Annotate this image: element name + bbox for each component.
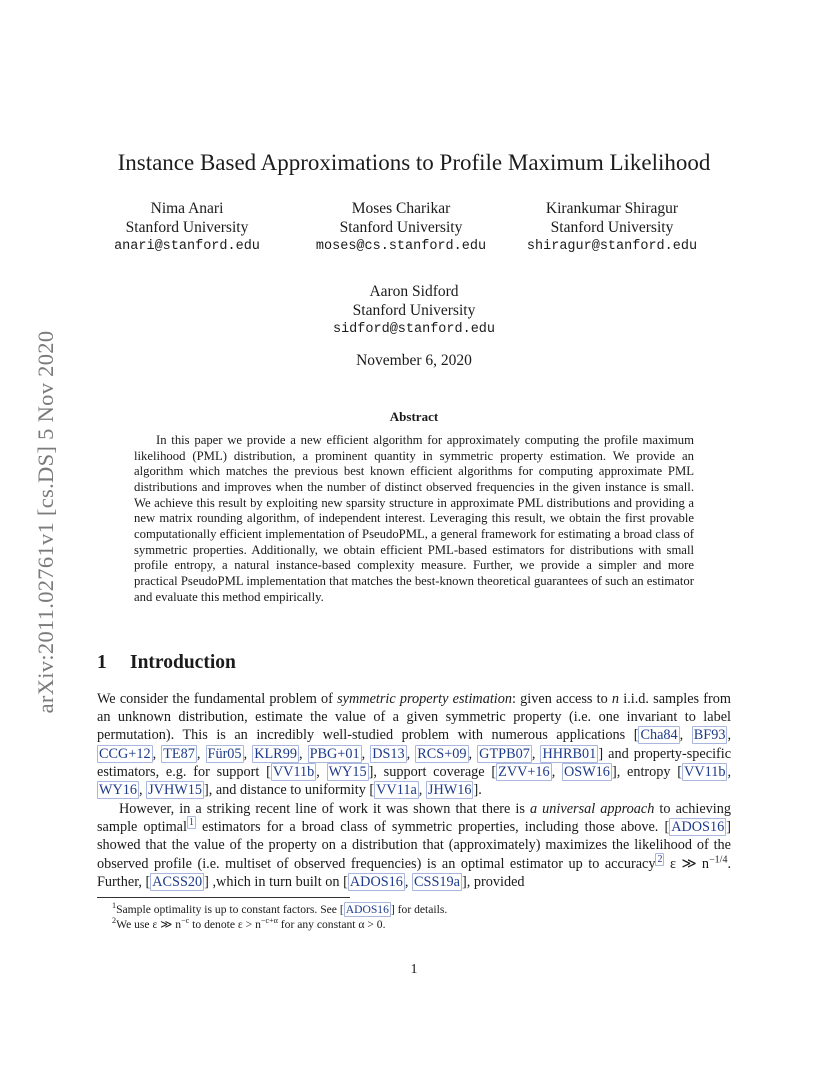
citation-link[interactable]: KLR99 (254, 745, 297, 762)
author-email: sidford@stanford.edu (332, 322, 496, 337)
text-run: for details. (394, 903, 448, 916)
author-block (77, 199, 297, 256)
intro-paragraph-2: However, in a striking recent line of work it was shown that there is a universal approach to achieving sample optimal $^1$ estimators for a broad class of symmetric properties, including those above. [ ADOS16 ] showed that the value of the property on a distribution that (approximately) maximizes the likelihood of the observed profile (i.e. multiset of observed frequencies) is an optimal estimator up to accuracy $^2$ ε ≫ $n^{-1/4}$. Further, [ ACSS20 ] ,which in turn built on [ ADOS16 , CSS19a ], provided (97, 801, 731, 890)
author-affiliation: Stanford University (352, 302, 476, 319)
author-name: Nima Anari (150, 200, 224, 217)
text-run: showed that the value of the property on a distribution that (approximately) maximizes the likelihood of the observed profile (i.e. multiset of observed frequencies) is an optimal estimator up to accuracy (97, 837, 731, 872)
emphasis: symmetric property estimation (337, 691, 513, 707)
citation-link[interactable]: ADOS16 (349, 873, 403, 890)
emphasis: a universal approach (530, 801, 655, 817)
math-expression: ε ≫ n (664, 855, 710, 872)
citation-link[interactable]: JVHW15 (148, 782, 202, 799)
citation-link[interactable]: GTPB07 (479, 745, 530, 762)
text-run: Sample optimality is up to constant factors. See (116, 903, 340, 916)
citation-link[interactable]: VV11a (376, 782, 417, 799)
author-email: shiragur@stanford.edu (526, 239, 698, 254)
abstract-text: In this paper we provide a new efficient algorithm for approximately computing the profile maximum likelihood (PML) distribution, a prominent quantity in symmetric property estimation. We provide an algorithm which matches the previous best known efficient algorithms for computing approximate PML distributions and improves when the number of distinct observed frequencies in the given instance is small. We achieve this result by exploiting new sparsity structure in approximate PML distributions and providing a new matrix rounding algorithm, of independent interest. Leveraging this result, we obtain the first provable computationally efficient implementation of PseudoPML, a general framework for estimating a broad class of symmetric properties. Additionally, we obtain efficient PML-based estimators for distributions with small profile entropy, a natural instance-based complexity measure. Further, we provide a simpler and more practical PseudoPML implementation that matches the best-known theoretical guarantees of such an estimator and evaluate this method empirically. (134, 433, 694, 604)
author-affiliation: Stanford University (125, 219, 249, 236)
footnote-number: 1 (112, 901, 117, 911)
text-run: , support coverage (373, 763, 492, 780)
math-exponent: −c (181, 916, 190, 926)
citation-link[interactable]: DS13 (372, 745, 405, 762)
section-number: 1 (97, 652, 107, 673)
citation-link[interactable]: Für05 (207, 745, 242, 762)
citation-link[interactable]: ACSS20 (152, 873, 203, 890)
citation-link[interactable]: RCS+09 (417, 745, 467, 762)
citation-link[interactable]: ADOS16 (345, 903, 389, 916)
page-number: 1 (410, 962, 418, 977)
author-affiliation: Stanford University (339, 219, 463, 236)
footnote-number: 2 (112, 916, 117, 926)
author-name: Aaron Sidford (369, 283, 459, 300)
footnote-marker[interactable]: 1 (188, 817, 194, 829)
section-title: Introduction (130, 652, 236, 673)
citation-link[interactable]: VV11b (272, 763, 315, 780)
footnote-1: $^1$Sample optimality is up to constant factors. See [ ADOS16 ] for details. (112, 901, 448, 916)
citation-link[interactable]: JHW16 (427, 782, 472, 799)
abstract-heading: Abstract (389, 409, 439, 424)
citation-link[interactable]: OSW16 (564, 763, 610, 780)
citation-link[interactable]: TE87 (163, 745, 195, 762)
text-run: to achieving sample optimal (97, 801, 731, 836)
text-run: . Further, (97, 855, 731, 890)
citation-link[interactable]: WY16 (99, 782, 137, 799)
citation-link[interactable]: CCG+12 (99, 745, 151, 762)
text-run: : given access to (512, 691, 612, 707)
citation-link[interactable]: PBG+01 (309, 745, 360, 762)
section-heading (97, 652, 236, 674)
citation-link[interactable]: BF93 (693, 727, 726, 744)
footnote-marker[interactable]: 2 (657, 853, 663, 865)
footnote-divider (97, 897, 350, 898)
text-run: i.i.d. samples from an unknown distribution, estimate the value of a given symmetric property (i.e. one invariant to label permutation). This is an incredibly well-studied problem with numerous applications (97, 691, 731, 744)
publication-date: November 6, 2020 (356, 352, 472, 369)
text-run: and property-specific estimators, e.g. for support (97, 745, 732, 780)
intro-paragraph-1: We consider the fundamental problem of symmetric property estimation: given access to n i.i.d. samples from an unknown distribution, estimate the value of a given symmetric property (i.e. one invariant to label permutation). This is an incredibly well-studied problem with numerous applications [ Cha84 , BF93 , CCG+12 , TE87 , Für05 , KLR99 , PBG+01 , DS13 , RCS+09 , GTPB07 , HHRB01 ] and property-specific estimators, e.g. for support [ VV11b , WY15 ], support coverage [ ZVV+16 , OSW16 ], entropy [ VV11b , WY16 , JVHW15 ], and distance to uniformity [ VV11a , JHW16 ]. (97, 691, 732, 799)
text-run: However, in a striking recent line of work it was shown that there is (119, 801, 530, 817)
text-run: We use ε ≫ n (116, 918, 182, 931)
author-block (304, 282, 524, 339)
text-run: , and distance to uniformity (208, 782, 370, 799)
text-run: ,which in turn built on (208, 873, 344, 890)
text-run: We consider the fundamental problem of (97, 691, 338, 707)
math-variable: n (611, 691, 620, 707)
citation-link[interactable]: HHRB01 (542, 745, 597, 762)
text-run: , entropy (616, 763, 678, 780)
text-run: , provided (466, 873, 525, 890)
text-run: for any constant α > 0. (277, 918, 386, 931)
author-block (502, 199, 722, 256)
author-name: Moses Charikar (351, 200, 451, 217)
text-run: . (478, 782, 482, 799)
math-exponent: −1/4 (709, 853, 728, 865)
author-block (291, 199, 511, 256)
citation-link[interactable]: CSS19a (414, 873, 460, 890)
author-email: moses@cs.stanford.edu (315, 239, 487, 254)
citation-link[interactable]: Cha84 (640, 727, 678, 744)
arxiv-identifier: arXiv:2011.02761v1 [cs.DS] 5 Nov 2020 (33, 330, 58, 714)
text-run: estimators for a broad class of symmetric properties, including those above. (195, 819, 665, 836)
author-affiliation: Stanford University (550, 219, 674, 236)
text-run: to denote ε > n (189, 918, 261, 931)
paper-title: Instance Based Approximations to Profile Maximum Likelihood (117, 150, 711, 175)
author-email: anari@stanford.edu (114, 239, 260, 254)
citation-link[interactable]: WY15 (328, 763, 367, 780)
citation-link[interactable]: ADOS16 (671, 819, 725, 836)
author-name: Kirankumar Shiragur (545, 200, 679, 217)
citation-link[interactable]: ZVV+16 (498, 763, 550, 780)
math-exponent: −c+α (260, 916, 278, 926)
citation-link[interactable]: VV11b (684, 763, 726, 780)
footnote-2 (112, 918, 732, 932)
